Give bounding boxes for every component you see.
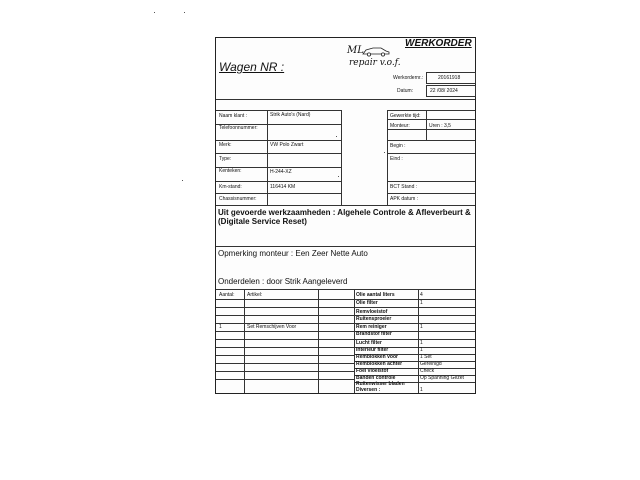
parts-header-aantal: Aantal: (219, 292, 235, 298)
parts-row-artikel: Set Remschijven Voor (247, 324, 297, 330)
field-label-km: Km-stand: (219, 184, 242, 190)
check-item: Brandstof filter (356, 331, 392, 337)
check-item: Ruitensproeier (356, 316, 392, 322)
check-value: 1 Set (420, 354, 432, 360)
check-value: 1 (420, 324, 423, 330)
field-label-bct: BCT Stand : (390, 184, 418, 190)
field-label-chassis: Chassisnummer: (219, 196, 257, 202)
check-value: 4 (420, 292, 423, 298)
parts-row-aantal: 1 (219, 324, 222, 330)
field-value-merk: VW Polo Zwart (270, 142, 304, 148)
check-item: Remblokken achter (356, 361, 403, 367)
check-item: Banden controle (356, 375, 396, 381)
field-label-kenteken: Kenteken: (219, 168, 242, 174)
werkordernr-label: Werkordernr.: (393, 75, 424, 81)
onderdelen: Onderdelen : door Strik Aangeleverd (218, 277, 348, 286)
datum-box (426, 85, 476, 97)
parts-header-artikel: Artikel: (247, 292, 263, 298)
scan-speck (154, 12, 155, 13)
divider (216, 289, 475, 290)
check-item: Foei vloeistof (356, 368, 389, 374)
check-value: 1 (420, 300, 423, 306)
field-label-begin: Begin : (390, 143, 406, 149)
field-label-eind: Eind : (390, 156, 403, 162)
check-value: 1 (420, 340, 423, 346)
check-item: Olie aantal liters (356, 292, 395, 298)
field-value-naam: Strik Auto's (Nard) (270, 112, 311, 118)
field-value-kenteken: H-244-XZ (270, 169, 292, 175)
field-label-monteur: Monteur: (390, 123, 410, 129)
divider (216, 246, 475, 247)
field-label-merk: Merk: (219, 142, 232, 148)
scan-speck (182, 180, 183, 181)
field-label-type: Type: (219, 156, 232, 162)
check-value: 1 (420, 347, 423, 353)
datum-label: Datum: (397, 88, 414, 94)
check-value: Op Spanning Gezet (420, 375, 464, 381)
check-item: Ruitenwisser bladen (356, 381, 405, 387)
document-title: WERKORDER (405, 38, 472, 49)
werkordernr-box (426, 72, 476, 84)
werkzaamheden-line1: Uit gevoerde werkzaamheden : Algehele Controle & Afleverbeurt & (218, 208, 471, 217)
work-order-sheet: Wagen NR : WERKORDER ML repair v.o.f. Werkordernr.: 20161918 Datum: 22 /08/ 2024 Naam klant : Strik Auto's (Nard) Telefoonnummer: Merk: VW Polo Zwart Type: Kenteken: H-244-XZ Km-stand: 116414 KM Chassisnummer: Gewerkte tijd: Monteur: Uren : 3,5 Begin : Eind : BCT Stand : APK datum : Uit gevoerde werkzaamheden : Algehele Controle & Afleverbeurt & (Digitale Service Reset) Opmerking monteur : Een Zeer Nette Auto Onderdelen : door Strik Aangeleverd Aantal: Artikel: 1 Set Remschijven Voor Olie aantal liters 4 Olie filter 1 Remvloeistof Ruitensproeier Rem reiniger 1 Brandstof filter Lucht filter 1 Interieur filter 1 Remblokken voor 1 Set Remblokken achter Gereinigd Foei vloeistof Check Banden controle Op Spanning Gezet Ruitenwisser bladen Diversen : 1 (215, 37, 476, 394)
divider (216, 99, 475, 100)
check-item: Rem reiniger (356, 324, 387, 330)
field-value-uren: Uren : 3,5 (429, 123, 451, 129)
check-item: Diversen : (356, 387, 381, 393)
field-label-apk: APK datum : (390, 196, 419, 202)
check-value: Gereinigd (420, 361, 442, 367)
check-value: Check (420, 368, 435, 374)
field-label-naam: Naam klant : (219, 113, 248, 119)
field-value-km: 116414 KM (270, 184, 296, 190)
check-item: Interieur filter (356, 347, 389, 353)
check-item: Remvloeistof (356, 309, 388, 315)
datum-value: 22 /08/ 2024 (430, 88, 458, 94)
check-value: 1 (420, 387, 423, 393)
werkzaamheden-line2: (Digitale Service Reset) (218, 217, 307, 226)
check-item: Olie filter (356, 300, 378, 306)
werkordernr-value: 20161918 (438, 75, 461, 81)
check-item: Remblokken voor (356, 354, 398, 360)
scan-speck (184, 12, 185, 13)
opmerking-monteur: Opmerking monteur : Een Zeer Nette Auto (218, 249, 368, 258)
field-label-gewerkte-tijd: Gewerkte tijd: (390, 113, 421, 119)
car-logo-icon (361, 45, 391, 57)
check-item: Lucht filter (356, 340, 382, 346)
field-label-telefoon: Telefoonnummer: (219, 125, 258, 131)
wagen-nr-label: Wagen NR : (219, 60, 285, 74)
